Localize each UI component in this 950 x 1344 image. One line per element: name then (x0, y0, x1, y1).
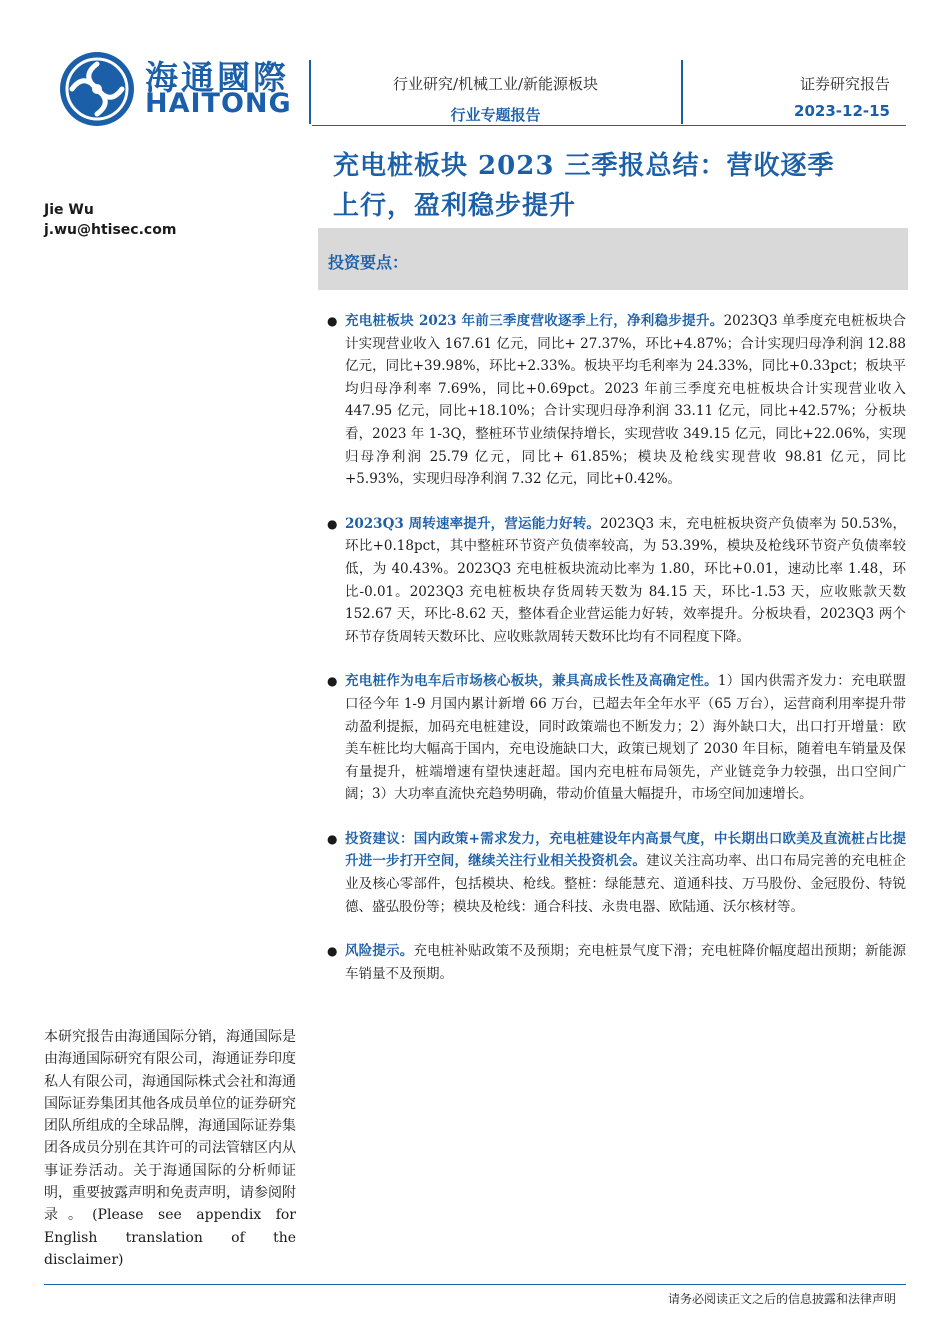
haitong-logo-icon (58, 50, 136, 128)
report-title (333, 146, 908, 226)
header-rule (312, 125, 906, 126)
report-label: 证券研究报告 (799, 75, 890, 93)
bullet-dot-icon: ● (327, 674, 338, 689)
category-path: 行业研究/机械工业/新能源板块 (392, 75, 599, 93)
logo-english-name: HAITONG (145, 88, 292, 119)
bullet-dot-icon: ● (327, 831, 338, 846)
key-point-body: 建议关注高功率、出口布局完善的充电桩企业及核心零部件，包括模块、枪线。整桩：绿能慧充、道通科技、万马股份、金冠股份、特锐德、盛弘股份等；模块及枪线：通合科技、永贵电器、欧陆通、沃尔核材等。 (345, 853, 906, 915)
distribution-disclaimer: 本研究报告由海通国际分销，海通国际是由海通国际研究有限公司，海通证券印度私人有限公司，海通国际株式会社和海通国际证券集团其他各成员单位的证券研究团队所组成的全球品牌，海通国际证券集团各成员分别在其许可的司法管辖区内从事证券活动。关于海通国际的分析师证明，重要披露声明和免责声明，请参阅附录。(Please see appendix for English translation of the disclaimer) (44, 1029, 296, 1268)
key-point-lead: 投资建议：国内政策+需求发力，充电桩建设年内高景气度，中长期出口欧美及直流桩占比提升进一步打开空间，继续关注行业相关投资机会。 (345, 830, 906, 870)
key-point-lead: 风险提示。 (345, 943, 414, 960)
key-point-item (326, 828, 906, 918)
key-point-lead: 2023Q3 周转速率提升，营运能力好转。 (345, 515, 601, 532)
logo-chinese-name: 海通國際 (145, 58, 289, 97)
bullet-dot-icon: ● (327, 314, 338, 328)
key-point-item (326, 670, 906, 806)
key-point-body: 2023Q3 单季度充电桩板块合计实现营业收入 167.61 亿元，同比+ 27.37%，环比+4.87%；合计实现归母净利润 12.88 亿元，同比+39.98%，环比+2.33%。板块平均毛利率为 24.33%，同比+0.33pct；板块平均归母净利率 7.69%，同比+0.69pct。2023 年前三季度充电桩板块合计实现营业收入 447.95 亿元，同比+18.10%；合计实现归母净利润 33.11 亿元，同比+42.57%；分板块看，2023 年 1-3Q，整桩环节业绩保持增长，实现营收 349.15 亿元，同比+22.06%，实现归母净利润 25.79 亿元，同比+ 61.85%；模块及枪线实现营收 98.81 亿元，同比+5.93%，实现归母净利润 7.32 亿元，同比+0.42%。 (345, 313, 906, 488)
report-date: 2023-12-15 (794, 102, 890, 120)
key-point-lead: 充电桩作为电车后市场核心板块，兼具高成长性及高确定性。 (345, 673, 718, 690)
title-line-2: 上行，盈利稳步提升 (333, 191, 577, 221)
key-point-item (326, 513, 906, 649)
footer-rule (44, 1284, 906, 1285)
author-name: Jie Wu (44, 202, 94, 218)
header-divider-right (681, 60, 683, 124)
author-email[interactable]: j.wu@htisec.com (44, 222, 177, 238)
report-type: 行业专题报告 (450, 106, 541, 124)
key-point-body: 1）国内供需齐发力：充电联盟口径今年 1-9 月国内累计新增 66 万台，已超去年全年水平（65 万台），运营商利用率提升带动盈利提振，加码充电桩建设，同时政策端也不断发力；2）海外缺口大，出口打开增量：欧美车桩比均大幅高于国内，充电设施缺口大，政策已规划了 2030 年目标，随着电车销量及保有量提升，桩端增速有望快速赶超。国内充电桩布局领先，产业链竞争力较强，出口空间广阔；3）大功率直流快充趋势明确，带动价值量大幅提升，市场空间加速增长。 (345, 673, 906, 803)
key-point-body: 2023Q3 末，充电桩板块资产负债率为 50.53%，环比+0.18pct，其中整桩环节资产负债率较高，为 53.39%，模块及枪线环节资产负债率较低，为 40.43%。2023Q3 充电桩板块流动比率为 1.80，环比+0.01，速动比率 1.48，环比-0.01。2023Q3 充电桩板块存货周转天数为 84.15 天，环比-1.53 天，应收账款天数 152.67 天，环比-8.62 天，整体看企业营运能力好转，效率提升。分板块看，2023Q3 两个环节存货周转天数环比、应收账款周转天数环比均有不同程度下降。 (345, 515, 906, 645)
title-line-1: 充电桩板块 2023 三季报总结：营收逐季 (333, 151, 835, 181)
key-point-body: 充电桩补贴政策不及预期；充电桩景气度下滑；充电桩降价幅度超出预期；新能源车销量不及预期。 (345, 943, 906, 982)
key-point-item (326, 940, 906, 985)
footer-notice: 请务必阅读正文之后的信息披露和法律声明 (667, 1292, 896, 1306)
author-block (44, 200, 176, 240)
key-points-list (326, 310, 906, 1007)
key-point-lead: 充电桩板块 2023 年前三季度营收逐季上行，净利稳步提升。 (345, 313, 724, 329)
bullet-dot-icon: ● (327, 516, 338, 531)
header-divider-left (309, 60, 311, 124)
key-points-heading: 投资要点： (328, 253, 409, 272)
key-point-item (326, 310, 906, 491)
bullet-dot-icon: ● (327, 944, 338, 959)
